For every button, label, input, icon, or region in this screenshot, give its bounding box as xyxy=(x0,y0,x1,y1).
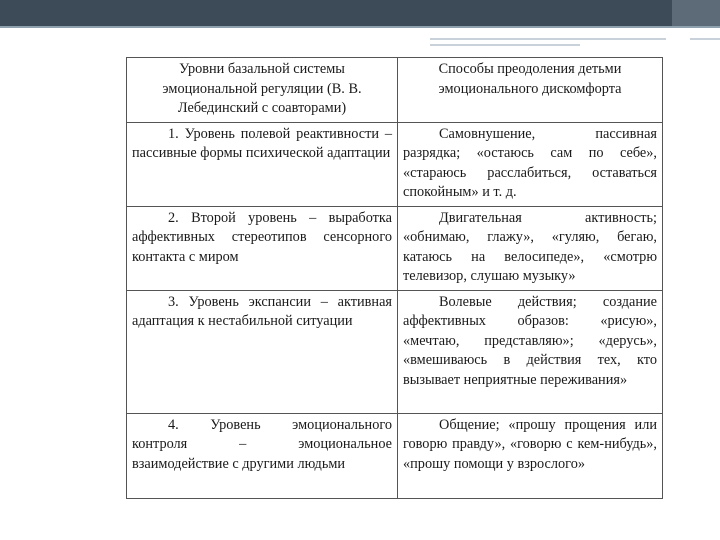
slide-accent-line xyxy=(0,26,720,28)
methods-cell: Двигательная активность; «обнимаю, глажу», «гуляю, бегаю, катаюсь на велосипеде», «смотрю телевизор, слушаю музыку» xyxy=(398,206,663,290)
decorative-line xyxy=(430,44,580,46)
header-methods: Способы преодоления детьми эмоционального дискомфорта xyxy=(398,58,663,123)
slide-top-band-accent xyxy=(672,0,720,26)
decorative-line xyxy=(430,38,666,40)
header-levels: Уровни базальной системы эмоциональной регуляции (В. В. Лебединский с соавторами) xyxy=(127,58,398,123)
table-row xyxy=(127,206,663,290)
level-cell: 4. Уровень эмоционального контроля – эмоциональное взаимодействие с другими людьми xyxy=(127,413,398,498)
table-row xyxy=(127,413,663,498)
level-cell: 3. Уровень экспансии – активная адаптация к нестабильной ситуации xyxy=(127,290,398,413)
slide-top-band xyxy=(0,0,720,26)
methods-cell: Самовнушение, пассивная разрядка; «остаюсь сам по себе», «стараюсь расслабиться, оставаться спокойным» и т. д. xyxy=(398,122,663,206)
level-cell: 1. Уровень полевой реактивности – пассивные формы психической адаптации xyxy=(127,122,398,206)
methods-cell: Волевые действия; создание аффективных образов: «рисую», «мечтаю, представляю»; «дерусь», «вмешиваюсь в действия тех, кто вызывает неприятные переживания» xyxy=(398,290,663,413)
methods-cell: Общение; «прошу прощения или говорю правду», «говорю с кем-нибудь», «прошу помощи у взрослого» xyxy=(398,413,663,498)
level-cell: 2. Второй уровень – выработка аффективных стереотипов сенсорного контакта с миром xyxy=(127,206,398,290)
regulation-table xyxy=(126,57,663,499)
decorative-line xyxy=(690,38,720,40)
table-row xyxy=(127,122,663,206)
table-row xyxy=(127,290,663,413)
table-header-row xyxy=(127,58,663,123)
